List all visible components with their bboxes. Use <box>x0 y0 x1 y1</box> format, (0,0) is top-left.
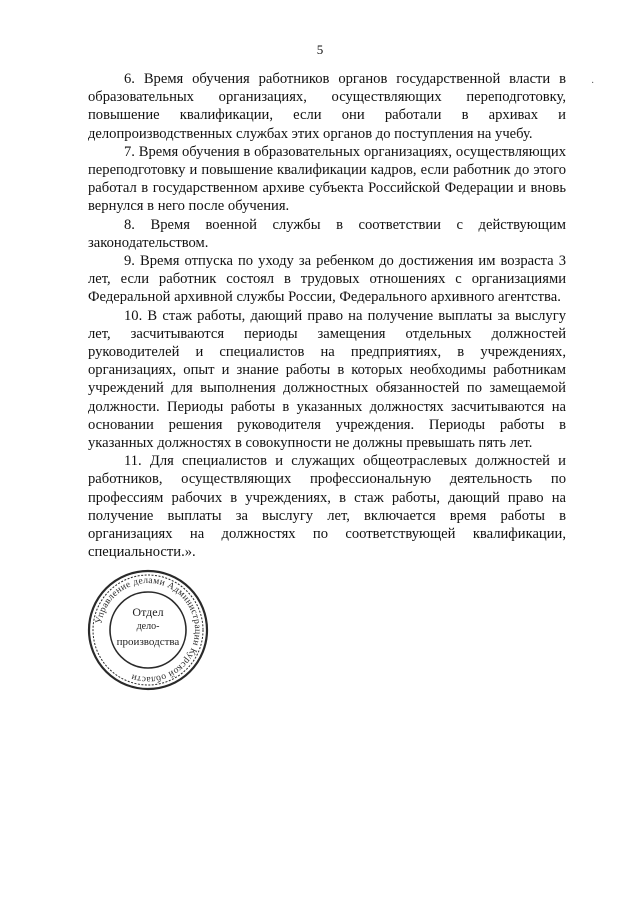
stamp-ring-text: Управление делами Администрации Курской области <box>94 575 203 685</box>
page-number: 5 <box>316 42 324 57</box>
paragraph-11: 11. Для специалистов и служащих общеотраслевых должностей и работников, осуществляющих профессиональную деятельность по профессиям рабочих в учреждениях, в стаж работы, дающий право на получение выплаты за выслугу лет, включается время работы в организациях на должностях по соответствующей квалификации, специальности.». <box>88 453 566 561</box>
paragraph-9: 9. Время отпуска по уходу за ребенком до достижения им возраста 3 лет, если работник состоял в трудовых отношениях с организациями Федеральной архивной службы России, Федерального архивного агентства. <box>88 253 566 306</box>
paragraph-10: 10. В стаж работы, дающий право на получение выплаты за выслугу лет, засчитываются периоды замещения отдельных должностей руководителей и специалистов на предприятиях, в учреждениях, организациях, опыт и знание работы в которых необходимы работникам учреждений для выполнения должностных обязанностей по замещаемой должности. Периоды работы в указанных должностях засчитываются на основании решения руководителя учреждения. Периоды работы в указанных должностях в совокупности не должны превышать пять лет. <box>88 307 566 452</box>
stamp-center-line-1: Отдел <box>132 605 164 619</box>
document-body <box>88 70 566 561</box>
paragraph-6: 6. Время обучения работников органов государственной власти в образовательных организациях, осуществляющих переподготовку, повышение квалификации, если они работали в архивах и делопроизводственных службах этих органов до поступления на учебу. <box>88 71 566 142</box>
paragraph-7: 7. Время обучения в образовательных организациях, осуществляющих переподготовку и повышение квалификации кадров, если работник до этого работал в государственном архиве субъекта Российской Федерации и вновь вернулся в него после обучения. <box>88 143 566 215</box>
stamp-center-line-2: дело- <box>136 621 160 632</box>
paragraph-8: 8. Время военной службы в соответствии с действующим законодательством. <box>88 216 566 251</box>
stamp-center-line-3: производства <box>116 636 180 648</box>
margin-mark: · <box>591 78 595 89</box>
official-stamp <box>85 567 211 693</box>
